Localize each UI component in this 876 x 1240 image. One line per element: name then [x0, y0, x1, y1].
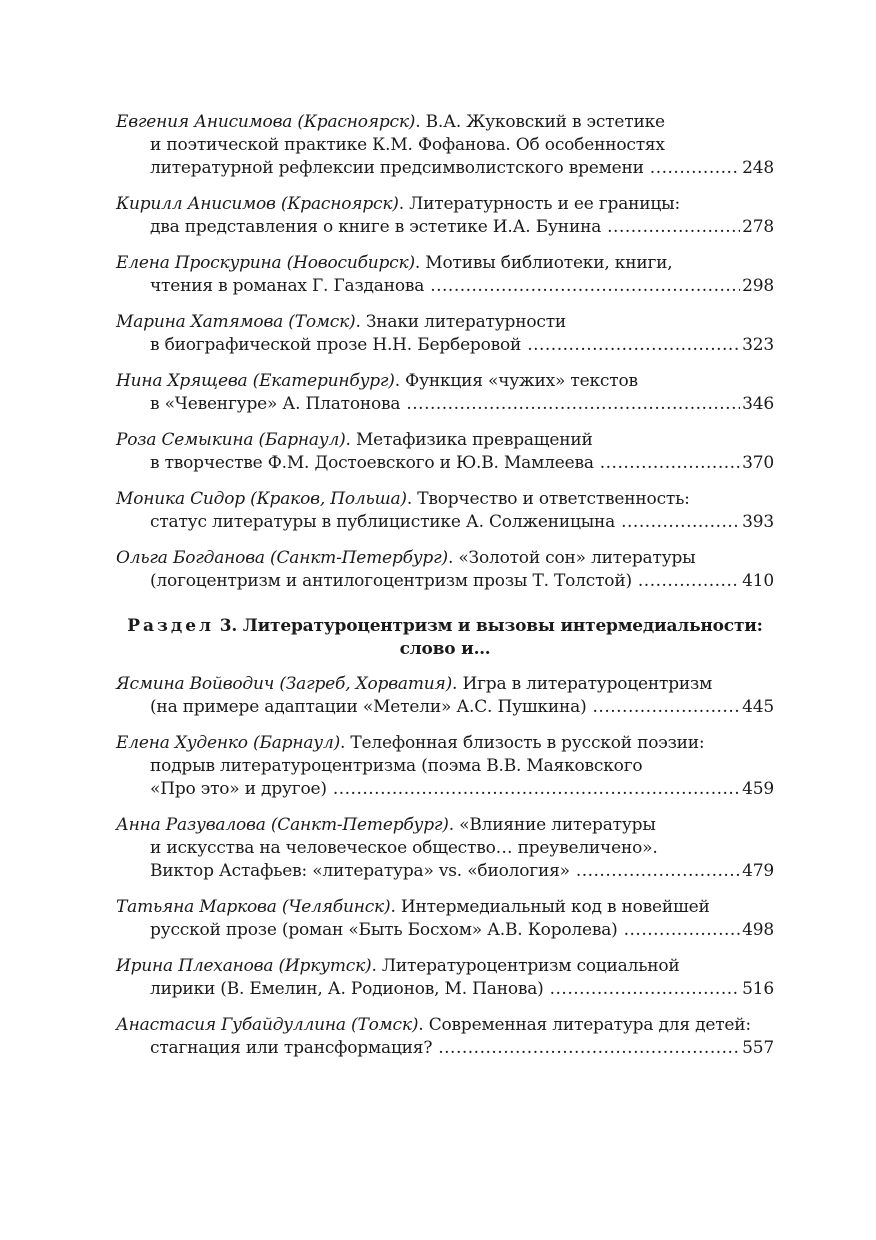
section-label: Раздел	[127, 616, 215, 636]
page-number[interactable]: 370	[742, 453, 774, 473]
page-number[interactable]: 248	[742, 158, 774, 178]
page-number[interactable]: 346	[742, 394, 774, 414]
toc-entry-title-end: литературной рефлексии предсимволистского времени	[150, 158, 644, 178]
toc-entry-title: . Знаки литературности	[355, 312, 567, 332]
toc-entry[interactable]	[116, 814, 774, 883]
toc-entry[interactable]	[116, 370, 774, 416]
toc-entry[interactable]	[116, 547, 774, 593]
toc-part-1	[116, 111, 774, 593]
dot-leader	[593, 696, 741, 719]
toc-entry-title-end: в биографической прозе Н.Н. Берберовой	[150, 335, 522, 355]
page-number[interactable]: 479	[742, 861, 774, 881]
page-number[interactable]: 445	[742, 697, 774, 717]
toc-entry-first-line	[116, 252, 774, 275]
toc-part-2	[116, 673, 774, 1060]
toc-entry[interactable]	[116, 896, 774, 942]
dot-leader	[438, 1037, 740, 1060]
page-number[interactable]: 278	[742, 217, 774, 237]
page-number[interactable]: 557	[742, 1038, 774, 1058]
toc-entry[interactable]	[116, 429, 774, 475]
toc-entry-last-line	[116, 1037, 774, 1060]
toc-entry[interactable]	[116, 732, 774, 801]
toc-entry[interactable]	[116, 488, 774, 534]
page-number[interactable]: 498	[742, 920, 774, 940]
dot-leader	[527, 334, 740, 357]
dot-leader	[576, 860, 740, 883]
toc-entry-last-line	[116, 216, 774, 239]
toc-entry-title: . Литературность и ее границы:	[398, 194, 681, 214]
toc-entry-title: . Игра в литературоцентризм	[452, 674, 713, 694]
toc-entry-title: . Телефонная близость в русской поэзии:	[340, 733, 705, 753]
toc-entry-title-end: «Про это» и другое)	[150, 779, 327, 799]
toc-entry-author: Ольга Богданова (Санкт-Петербург)	[116, 548, 448, 568]
toc-entry-title-end: лирики (В. Емелин, А. Родионов, М. Панова)	[150, 979, 544, 999]
toc-entry[interactable]	[116, 193, 774, 239]
toc-entry-last-line	[116, 334, 774, 357]
dot-leader	[607, 216, 740, 239]
toc-entry[interactable]	[116, 673, 774, 719]
page-number[interactable]: 516	[742, 979, 774, 999]
toc-entry-title-end: (на примере адаптации «Метели» А.С. Пушкина)	[150, 697, 587, 717]
toc-entry-author: Елена Проскурина (Новосибирск)	[116, 253, 415, 273]
toc-entry-title-end: два представления о книге в эстетике И.А. Бунина	[150, 217, 602, 237]
toc-entry-first-line	[116, 311, 774, 334]
toc-entry-last-line	[116, 860, 774, 883]
toc-entry-author: Кирилл Анисимов (Красноярск)	[116, 194, 399, 214]
section-title-continuation: слово и…	[399, 639, 491, 659]
toc-entry-last-line	[116, 978, 774, 1001]
toc-entry-last-line	[116, 919, 774, 942]
toc-entry-last-line	[116, 696, 774, 719]
section-heading	[116, 615, 774, 661]
toc-entry-author: Марина Хатямова (Томск)	[116, 312, 356, 332]
toc-entry-last-line	[116, 157, 774, 180]
toc-entry-last-line	[116, 570, 774, 593]
toc-entry-first-line	[116, 547, 774, 570]
toc-entry-last-line	[116, 778, 774, 801]
toc-entry[interactable]	[116, 955, 774, 1001]
dot-leader	[406, 393, 740, 416]
toc-entry-title: . Метафизика превращений	[345, 430, 593, 450]
toc-entry-last-line	[116, 452, 774, 475]
table-of-contents	[116, 111, 774, 1073]
toc-entry-title-end: (логоцентризм и антилогоцентризм прозы Т. Толстой)	[150, 571, 632, 591]
page-number[interactable]: 459	[742, 779, 774, 799]
toc-entry-title-end: статус литературы в публицистике А. Солженицына	[150, 512, 616, 532]
toc-entry-title-end: в творчестве Ф.М. Достоевского и Ю.В. Мамлеева	[150, 453, 594, 473]
toc-entry-last-line	[116, 275, 774, 298]
toc-entry-title: . Мотивы библиотеки, книги,	[414, 253, 673, 273]
toc-entry-first-line	[116, 1014, 774, 1037]
toc-entry[interactable]	[116, 252, 774, 298]
toc-entry-title-end: русской прозе (роман «Быть Босхом» А.В. Королева)	[150, 920, 618, 940]
toc-entry[interactable]	[116, 1014, 774, 1060]
toc-entry-first-line	[116, 488, 774, 511]
toc-entry-author: Ясмина Войводич (Загреб, Хорватия)	[116, 674, 453, 694]
toc-entry-first-line	[116, 896, 774, 919]
toc-entry-author: Елена Худенко (Барнаул)	[116, 733, 341, 753]
toc-entry-last-line	[116, 511, 774, 534]
toc-entry-author: Анастасия Губайдуллина (Томск)	[116, 1015, 419, 1035]
toc-entry-title-end: чтения в романах Г. Газданова	[150, 276, 425, 296]
toc-entry-title: . Интермедиальный код в новейшей	[390, 897, 710, 917]
toc-entry-title: . Функция «чужих» текстов	[394, 371, 638, 391]
toc-entry-first-line	[116, 370, 774, 393]
toc-entry[interactable]	[116, 111, 774, 180]
dot-leader	[624, 919, 741, 942]
toc-entry-author: Татьяна Маркова (Челябинск)	[116, 897, 391, 917]
dot-leader	[333, 778, 740, 801]
toc-entry-title: . «Золотой сон» литературы	[447, 548, 696, 568]
toc-entry-first-line	[116, 955, 774, 978]
section-title-text: 3. Литературоцентризм и вызовы интермедиальности:	[214, 616, 763, 636]
toc-entry-title-continuation: и искусства на человеческое общество… преувеличено».	[150, 838, 658, 858]
toc-entry-first-line	[116, 732, 774, 755]
page-number[interactable]: 298	[742, 276, 774, 296]
toc-entry-title: . Современная литература для детей:	[418, 1015, 751, 1035]
dot-leader	[430, 275, 740, 298]
toc-entry-author: Анна Разувалова (Санкт-Петербург)	[116, 815, 449, 835]
toc-entry-title-end: в «Чевенгуре» А. Платонова	[150, 394, 401, 414]
toc-entry-first-line	[116, 673, 774, 696]
page-number[interactable]: 410	[742, 571, 774, 591]
toc-entry-first-line	[116, 193, 774, 216]
toc-entry[interactable]	[116, 311, 774, 357]
dot-leader	[600, 452, 740, 475]
toc-entry-author: Моника Сидор (Краков, Польша)	[116, 489, 407, 509]
toc-entry-author: Евгения Анисимова (Красноярск)	[116, 112, 416, 132]
page-number[interactable]: 393	[742, 512, 774, 532]
toc-entry-title: . В.А. Жуковский в эстетике	[415, 112, 665, 132]
toc-entry-author: Ирина Плеханова (Иркутск)	[116, 956, 372, 976]
toc-entry-first-line	[116, 814, 774, 837]
toc-entry-title: . Творчество и ответственность:	[406, 489, 690, 509]
page-number[interactable]: 323	[742, 335, 774, 355]
dot-leader	[638, 570, 740, 593]
dot-leader	[650, 157, 740, 180]
toc-entry-first-line	[116, 111, 774, 134]
toc-entry-title-continuation: и поэтической практике К.М. Фофанова. Об особенностях	[150, 135, 665, 155]
dot-leader	[550, 978, 741, 1001]
toc-entry-first-line	[116, 429, 774, 452]
toc-entry-last-line	[116, 393, 774, 416]
toc-entry-author: Нина Хрящева (Екатеринбург)	[116, 371, 395, 391]
toc-entry-author: Роза Семыкина (Барнаул)	[116, 430, 346, 450]
toc-entry-title-end: Виктор Астафьев: «литература» vs. «биология»	[150, 861, 570, 881]
dot-leader	[621, 511, 740, 534]
toc-entry-title: . Литературоцентризм социальной	[371, 956, 680, 976]
toc-entry-title: . «Влияние литературы	[448, 815, 656, 835]
toc-entry-title-end: стагнация или трансформация?	[150, 1038, 433, 1058]
toc-entry-title-continuation: подрыв литературоцентризма (поэма В.В. Маяковского	[150, 756, 643, 776]
section-heading-line-1	[122, 615, 768, 638]
